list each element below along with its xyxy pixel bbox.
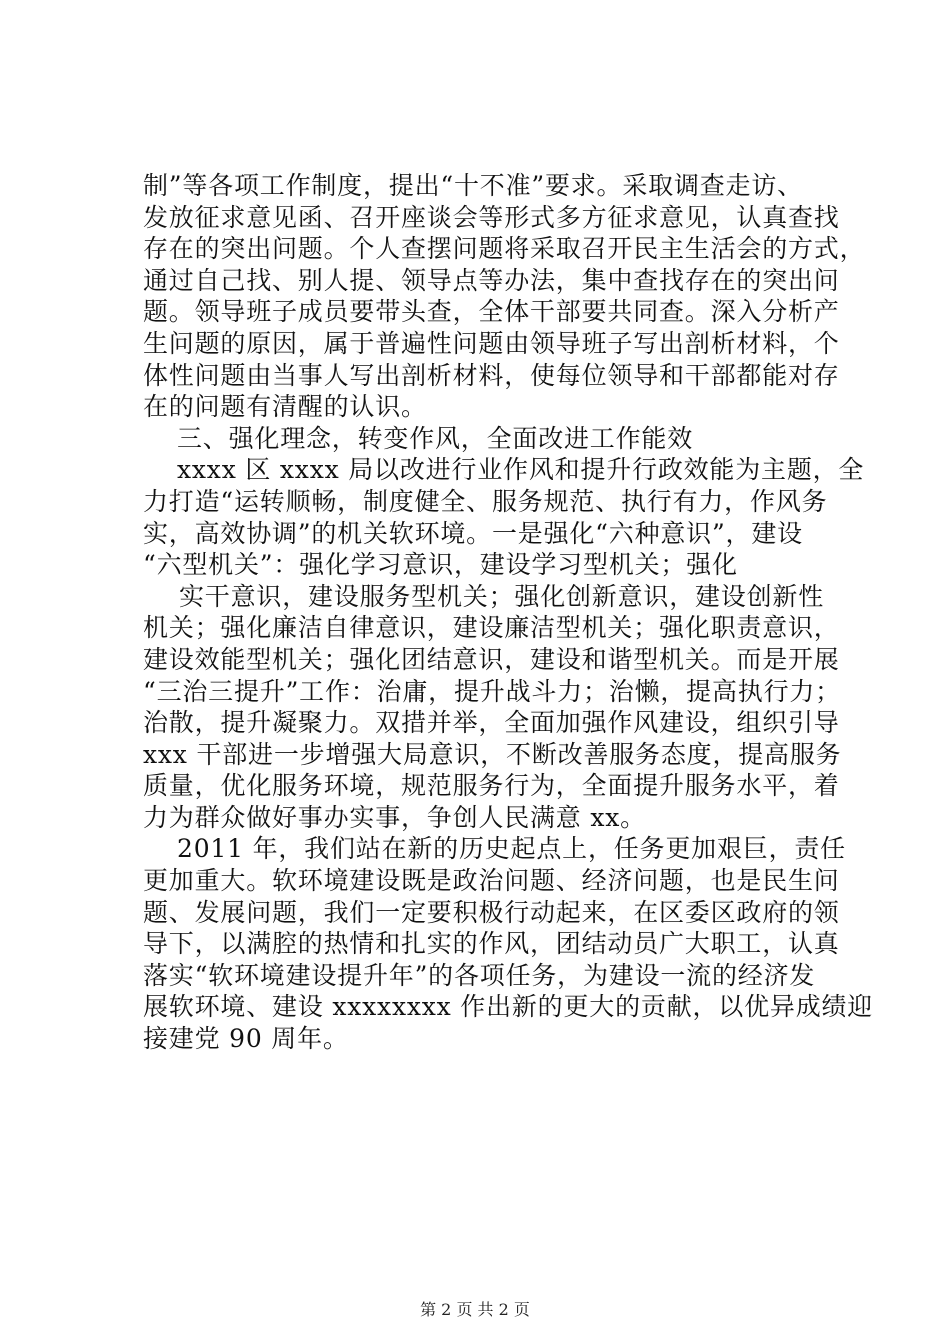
section-heading: 三、强化理念，转变作风，全面改进工作能效 [177, 423, 694, 453]
document-body [143, 170, 874, 1055]
body-line: 治散，提升凝聚力。双措并举，全面加强作风建设，组织引导 [143, 708, 840, 738]
body-line: 展软环境、建设 xxxxxxxx 作出新的更大的贡献，以优异成绩迎 [143, 992, 874, 1022]
body-line: “六型机关”：强化学习意识，建设学习型机关；强化 [143, 550, 738, 580]
body-line: 机关；强化廉洁自律意识，建设廉洁型机关；强化职责意识， [143, 613, 840, 643]
body-line: 力为群众做好事办实事，争创人民满意 xx。 [143, 802, 646, 832]
body-line: 制”等各项工作制度，提出“十不准”要求。采取调查走访、 [143, 171, 803, 200]
body-line: 在的问题有清醒的认识。 [143, 392, 427, 422]
body-line: 力打造“运转顺畅，制度健全、服务规范、执行有力，作风务 [143, 486, 828, 516]
body-line: 落实“软环境建设提升年”的各项任务，为建设一流的经济发 [143, 960, 816, 990]
body-line: xxxx 区 xxxx 局以改进行业作风和提升行政效能为主题，全 [177, 455, 865, 485]
body-line: 生问题的原因，属于普遍性问题由领导班子写出剖析材料，个 [143, 328, 840, 358]
body-line: 发放征求意见函、召开座谈会等形式多方征求意见，认真查找 [143, 202, 840, 232]
body-line: 建设效能型机关；强化团结意识，建设和谐型机关。而是开展 [143, 644, 840, 674]
body-line: “三治三提升”工作：治庸，提升战斗力；治懒，提高执行力； [143, 676, 841, 706]
body-line: 导下，以满腔的热情和扎实的作风，团结动员广大职工，认真 [143, 929, 840, 959]
body-line: xxx 干部进一步增强大局意识，不断改善服务态度，提高服务 [143, 739, 842, 769]
body-line: 实干意识，建设服务型机关；强化创新意识，建设创新性 [179, 581, 825, 611]
body-line: 题。领导班子成员要带头查，全体干部要共同查。深入分析产 [143, 297, 840, 327]
body-line: 质量，优化服务环境，规范服务行为，全面提升服务水平，着 [143, 771, 840, 801]
body-line: 题、发展问题，我们一定要积极行动起来，在区委区政府的领 [143, 897, 840, 927]
body-line: 实，高效协调”的机关软环境。一是强化“六种意识”，建设 [143, 518, 803, 548]
body-line: 接建党 90 周年。 [143, 1024, 349, 1054]
body-line: 2011 年，我们站在新的历史起点上，任务更加艰巨，责任 [177, 834, 846, 864]
body-line: 更加重大。软环境建设既是政治问题、经济问题，也是民生问 [143, 866, 840, 896]
body-line: 体性问题由当事人写出剖析材料，使每位领导和干部都能对存 [143, 360, 840, 390]
body-line: 通过自己找、别人提、领导点等办法，集中查找存在的突出问 [143, 265, 840, 295]
page-number-footer: 第 2 页 共 2 页 [420, 1300, 530, 1319]
body-line: 存在的突出问题。个人查摆问题将采取召开民主生活会的方式， [143, 234, 866, 264]
